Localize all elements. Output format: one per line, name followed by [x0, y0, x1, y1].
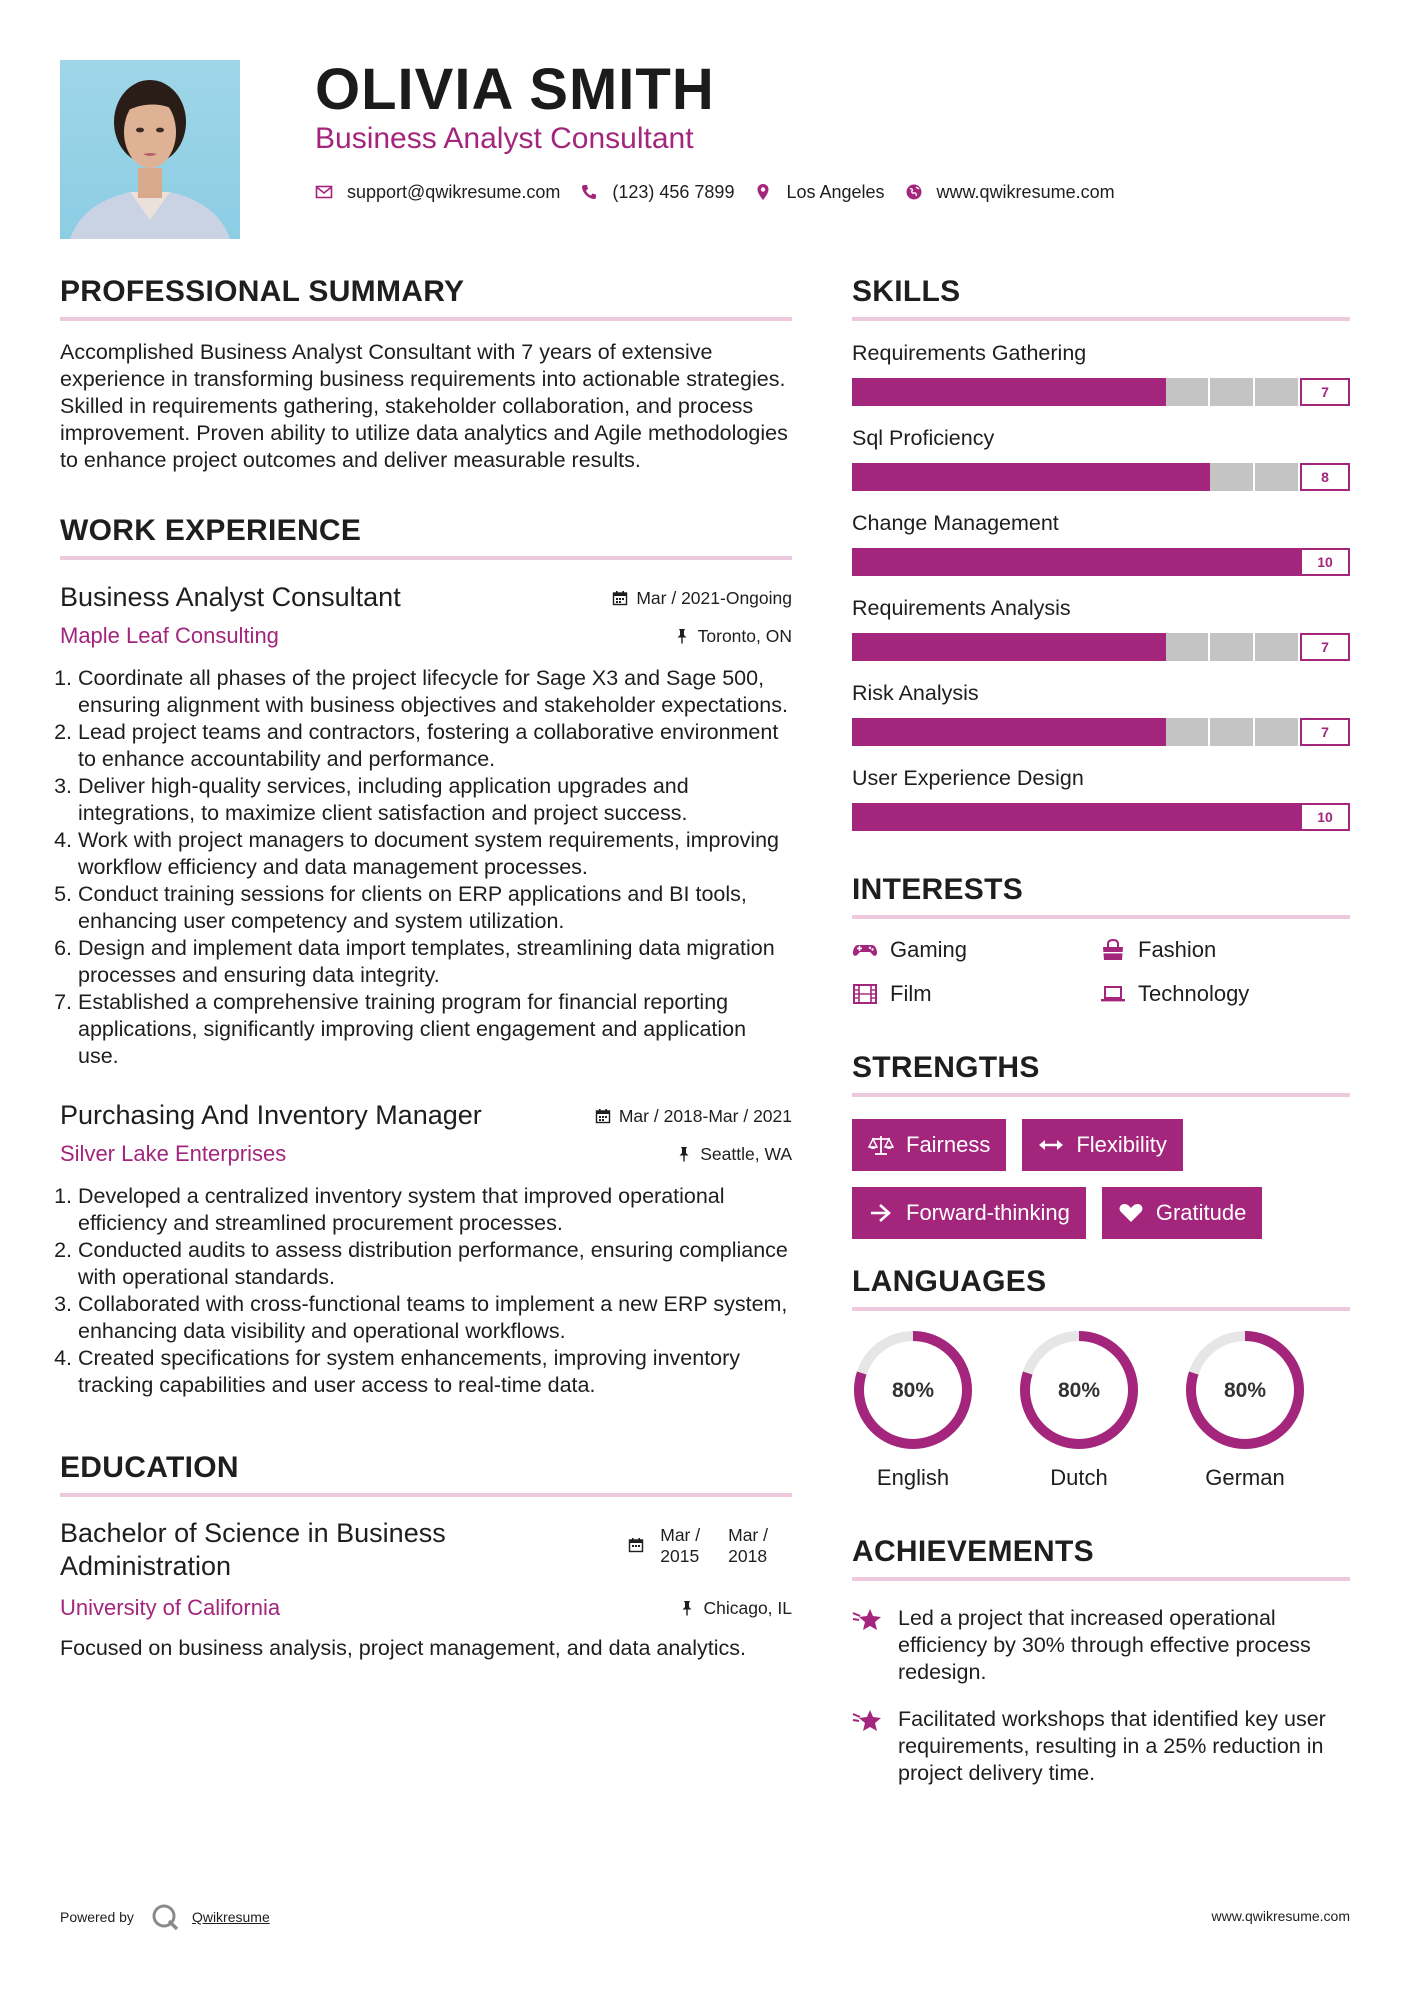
job-location [676, 1144, 792, 1165]
skill-bar-empty-segment [1255, 718, 1298, 746]
edu-end-year: 2018 [728, 1546, 768, 1566]
skill-item [852, 426, 1350, 491]
job-dates-text: Mar / 2018-Mar / 2021 [618, 1105, 792, 1126]
contact-website[interactable] [905, 182, 1115, 203]
skill-bar-fill [852, 803, 1300, 831]
skill-name: Requirements Analysis [852, 596, 1071, 620]
balance-scale-icon [868, 1134, 894, 1156]
skill-name: Change Management [852, 511, 1059, 535]
contact-bar [315, 179, 1135, 205]
phone-icon [580, 183, 598, 201]
skill-bar-fill [852, 548, 1300, 576]
summary-text: Accomplished Business Analyst Consultant with 7 years of extensive experience in transforming business requirements into actionable strategies. Skilled in requirements gathering, stakeholder collaboration, and process improvement. Proven ability to utilize data analytics and Agile methodologies to enhance project outcomes and deliver measurable results. [60, 340, 788, 472]
footer-powered-by [60, 1902, 270, 1932]
degree-title: Bachelor of Science in Business Administration [60, 1518, 446, 1581]
skill-bar-empty-segment [1210, 378, 1253, 406]
gamepad-icon [852, 939, 878, 961]
envelope-icon [315, 183, 333, 201]
skill-bar-fill [852, 378, 1166, 406]
skill-bar-empty-segment [1255, 633, 1298, 661]
star-shooting-icon [852, 1706, 884, 1734]
candidate-role: Business Analyst Consultant [315, 122, 694, 155]
bullet-item: 7. Established a comprehensive training program for financial reporting applications, significantly improving client engagement and application use. [78, 989, 792, 1070]
job-bullets [60, 665, 792, 1070]
strength-badge [1022, 1119, 1182, 1171]
bullet-item: 1. Coordinate all phases of the project lifecycle for Sage X3 and Sage 500, ensuring alignment with business objectives and stakeholder expectations. [78, 665, 792, 719]
skill-name: User Experience Design [852, 766, 1084, 790]
job-bullets [60, 1183, 792, 1399]
school-location [679, 1598, 792, 1619]
skills-list [852, 341, 1350, 831]
strength-label: Gratitude [1155, 1200, 1247, 1225]
phone-text: (123) 456 7899 [612, 181, 735, 202]
language-donut [1184, 1329, 1306, 1451]
skill-item [852, 596, 1350, 661]
interest-label: Technology [1138, 981, 1250, 1006]
pushpin-icon [676, 1146, 692, 1162]
film-icon [852, 983, 878, 1005]
interest-label: Film [890, 981, 932, 1006]
strengths-heading: STRENGTHS [852, 1051, 1350, 1097]
heart-icon [1118, 1202, 1144, 1224]
edu-end-month: Mar / [728, 1525, 768, 1545]
interests-list [852, 937, 1350, 1007]
skill-bar-empty-segment [1210, 463, 1253, 491]
edu-start-month: Mar / [660, 1525, 701, 1545]
qwikresume-logo-icon [150, 1902, 180, 1932]
bullet-item: 6. Design and implement data import templates, streamlining data migration processes and ensuring data integrity. [78, 935, 792, 989]
interest-item [852, 937, 1100, 963]
skill-level-bar [852, 463, 1350, 491]
strength-label: Fairness [906, 1132, 991, 1157]
language-item [1018, 1329, 1184, 1491]
job-location [674, 626, 792, 647]
education-description: Focused on business analysis, project management, and data analytics. [60, 1636, 747, 1660]
donut-percent-label: 80% [1057, 1379, 1101, 1402]
skill-item [852, 766, 1350, 831]
strength-badge [852, 1187, 1086, 1239]
skill-bar-empty-segment [1166, 378, 1209, 406]
achievements-heading: ACHIEVEMENTS [852, 1535, 1350, 1581]
calendar-icon [628, 1537, 644, 1553]
education-section [60, 1451, 792, 1662]
strengths-list [852, 1119, 1350, 1239]
school-name: University of California [60, 1595, 281, 1620]
right-column [852, 275, 1350, 1787]
skills-heading: SKILLS [852, 275, 1350, 321]
skill-level-bar [852, 633, 1350, 661]
bullet-item: 2. Conducted audits to assess distribution performance, ensuring compliance with operational standards. [78, 1237, 792, 1291]
job-entry [60, 582, 792, 1070]
donut-percent-label: 80% [891, 1379, 935, 1402]
achievement-text: Facilitated workshops that identified key user requirements, resulting in a 25% reduction in project delivery time. [898, 1707, 1326, 1785]
job-location-text: Seattle, WA [700, 1143, 792, 1164]
summary-section [60, 275, 792, 474]
experience-section [60, 514, 792, 1399]
language-name: Dutch [1050, 1465, 1108, 1490]
achievements-section [852, 1535, 1350, 1787]
skill-bar-empty-segment [1255, 463, 1298, 491]
education-dates [628, 1525, 768, 1567]
language-donut [852, 1329, 974, 1451]
bullet-item: 3. Deliver high-quality services, including application upgrades and integrations, to maximize client satisfaction and project success. [78, 773, 792, 827]
interest-label: Fashion [1138, 937, 1217, 962]
school-location-text: Chicago, IL [703, 1597, 792, 1618]
skill-bar-empty-segment [1166, 718, 1209, 746]
arrow-right-icon [868, 1202, 894, 1224]
interest-item [1100, 981, 1350, 1007]
skill-item [852, 511, 1350, 576]
skill-bar-empty-segment [1210, 633, 1253, 661]
job-title: Business Analyst Consultant [60, 582, 401, 612]
location-text: Los Angeles [786, 181, 885, 202]
interest-item [852, 981, 1100, 1007]
company-name: Silver Lake Enterprises [60, 1141, 287, 1166]
skill-bar-fill [852, 633, 1166, 661]
strength-label: Flexibility [1076, 1132, 1167, 1157]
skill-item [852, 681, 1350, 746]
skill-level-bar [852, 803, 1350, 831]
donut-percent-label: 80% [1223, 1379, 1267, 1402]
job-entry [60, 1100, 792, 1399]
laptop-icon [1100, 983, 1126, 1005]
left-column [60, 275, 792, 1662]
skill-level-bar [852, 548, 1350, 576]
globe-icon [905, 183, 923, 201]
achievement-item [852, 1605, 1350, 1686]
skill-bar-fill [852, 718, 1166, 746]
achievement-text: Led a project that increased operational efficiency by 30% through effective process redesign. [898, 1606, 1311, 1684]
skill-item [852, 341, 1350, 406]
experience-heading: WORK EXPERIENCE [60, 514, 792, 560]
language-name: English [876, 1465, 950, 1490]
pushpin-icon [679, 1600, 695, 1616]
skill-level-bar [852, 378, 1350, 406]
skill-bar-empty-segment [1255, 378, 1298, 406]
skill-name: Risk Analysis [852, 681, 979, 705]
skill-level-value: 7 [1300, 378, 1350, 406]
skills-section [852, 275, 1350, 831]
company-name: Maple Leaf Consulting [60, 623, 279, 648]
candidate-name: OLIVIA SMITH [315, 57, 715, 122]
contact-email[interactable] [315, 182, 560, 203]
bullet-item: 4. Work with project managers to document system requirements, improving workflow efficiency and data management processes. [78, 827, 792, 881]
interests-heading: INTERESTS [852, 873, 1350, 919]
job-dates [595, 1106, 792, 1127]
job-dates [612, 588, 792, 609]
strength-badge [852, 1119, 1006, 1171]
skill-level-value: 7 [1300, 718, 1350, 746]
education-heading: EDUCATION [60, 1451, 792, 1497]
star-shooting-icon [852, 1605, 884, 1633]
skill-level-value: 7 [1300, 633, 1350, 661]
achievement-item [852, 1706, 1350, 1787]
bullet-item: 4. Created specifications for system enhancements, improving inventory tracking capabilities and user access to real-time data. [78, 1345, 792, 1399]
email-text: support@qwikresume.com [347, 181, 561, 202]
job-title: Purchasing And Inventory Manager [60, 1100, 482, 1130]
website-text: www.qwikresume.com [936, 181, 1115, 202]
strengths-section [852, 1051, 1350, 1239]
skill-bar-empty-segment [1210, 718, 1253, 746]
interest-label: Gaming [890, 937, 968, 962]
bullet-item: 2. Lead project teams and contractors, fostering a collaborative environment to enhance accountability and performance. [78, 719, 792, 773]
shopping-bag-icon [1100, 939, 1126, 961]
brand-link[interactable]: Qwikresume [191, 1909, 270, 1925]
skill-name: Sql Proficiency [852, 426, 995, 450]
summary-heading: PROFESSIONAL SUMMARY [60, 275, 792, 321]
skill-level-value: 10 [1300, 803, 1350, 831]
skill-level-bar [852, 718, 1350, 746]
skill-level-value: 8 [1300, 463, 1350, 491]
language-item [1184, 1329, 1350, 1491]
powered-by-text: Powered by [60, 1909, 134, 1925]
strength-label: Forward-thinking [906, 1200, 1070, 1225]
bullet-item: 3. Collaborated with cross-functional teams to implement a new ERP system, enhancing data visibility and operational workflows. [78, 1291, 792, 1345]
skill-level-value: 10 [1300, 548, 1350, 576]
skill-name: Requirements Gathering [852, 341, 1087, 365]
profile-photo [60, 60, 240, 239]
contact-phone[interactable] [580, 182, 734, 203]
map-pin-icon [754, 183, 772, 201]
languages-section [852, 1265, 1350, 1491]
skill-bar-fill [852, 463, 1210, 491]
interests-section [852, 873, 1350, 1007]
bullet-item: 1. Developed a centralized inventory system that improved operational efficiency and streamlined procurement processes. [78, 1183, 792, 1237]
language-name: German [1205, 1465, 1285, 1490]
calendar-icon [612, 590, 628, 606]
language-donut [1018, 1329, 1140, 1451]
calendar-icon [595, 1108, 611, 1124]
skill-bar-empty-segment [1166, 633, 1209, 661]
languages-list [852, 1329, 1350, 1491]
languages-heading: LANGUAGES [852, 1265, 1350, 1311]
job-dates-text: Mar / 2021-Ongoing [636, 587, 792, 608]
strength-badge [1102, 1187, 1263, 1239]
interest-item [1100, 937, 1350, 963]
edu-start-year: 2015 [660, 1546, 700, 1566]
language-item [852, 1329, 1018, 1491]
bullet-item: 5. Conduct training sessions for clients on ERP applications and BI tools, enhancing user competency and system utilization. [78, 881, 792, 935]
footer-website[interactable]: www.qwikresume.com [1211, 1908, 1350, 1924]
job-location-text: Toronto, ON [697, 625, 792, 646]
pushpin-icon [674, 628, 690, 644]
arrows-horizontal-icon [1038, 1134, 1064, 1156]
contact-location [754, 182, 884, 203]
